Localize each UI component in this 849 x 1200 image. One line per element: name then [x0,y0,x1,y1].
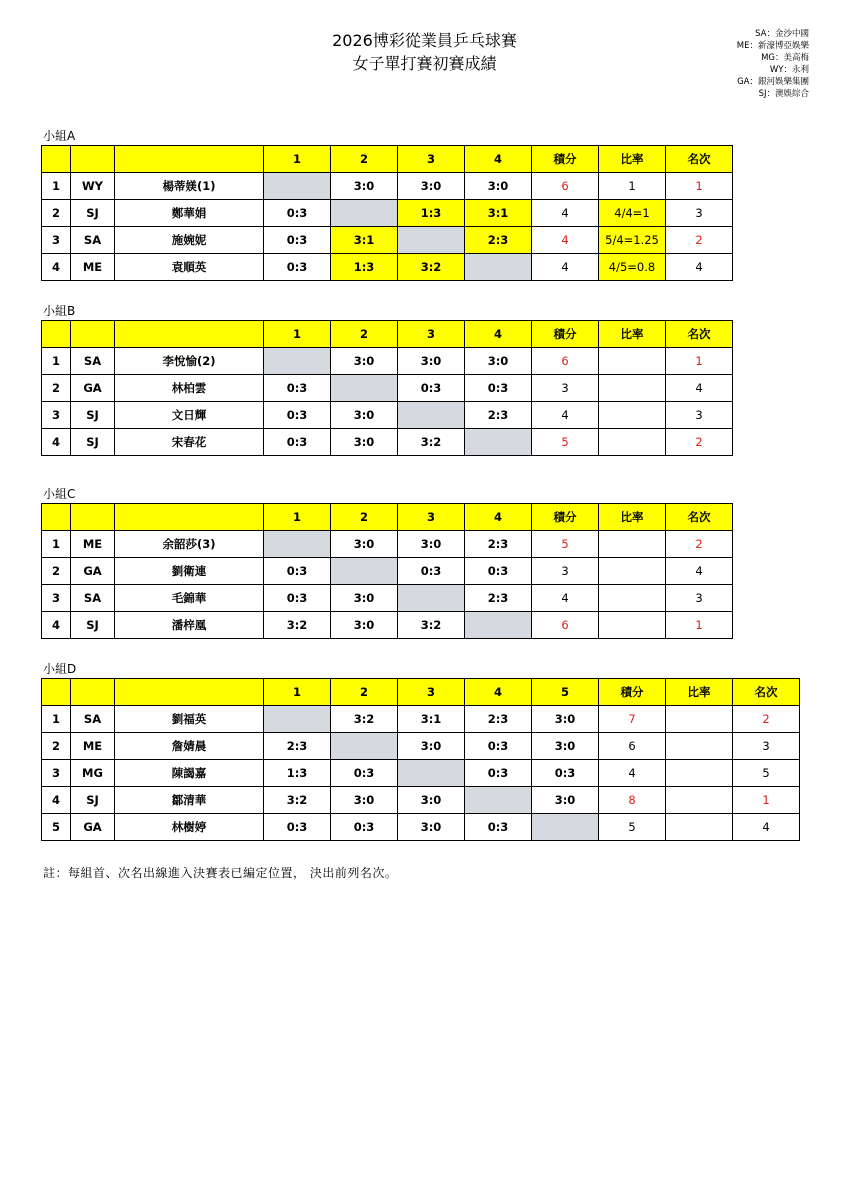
group-table [41,678,800,841]
ratio-cell [666,706,733,733]
rank-cell: 1 [666,173,733,200]
group-table [41,320,733,456]
group-label: 小組A [43,129,76,143]
company-code: SJ [71,787,115,814]
player-name: 林樹婷 [115,814,264,841]
header-blank-cell [71,679,115,706]
match-score: 0:3 [331,760,398,787]
player-name: 楊蒂媄(1) [115,173,264,200]
column-header: 3 [398,504,465,531]
ratio-cell [599,375,666,402]
group-label: 小組C [43,487,76,501]
match-score [331,200,398,227]
match-score: 3:0 [331,429,398,456]
row-number: 2 [42,558,71,585]
match-score: 0:3 [264,254,331,281]
ratio-cell [599,531,666,558]
match-score: 2:3 [465,402,532,429]
player-name: 李悅愉(2) [115,348,264,375]
row-number: 3 [42,402,71,429]
table-row [42,612,733,639]
company-code: ME [71,531,115,558]
column-header: 1 [264,504,331,531]
column-header: 1 [264,146,331,173]
rank-cell: 2 [666,227,733,254]
group-table [41,145,733,281]
points-cell: 7 [599,706,666,733]
header-blank-cell [71,321,115,348]
player-name: 毛錦華 [115,585,264,612]
match-score [465,429,532,456]
header-row [42,146,733,173]
match-score: 3:1 [398,706,465,733]
rank-cell: 1 [733,787,800,814]
row-number: 5 [42,814,71,841]
table-row [42,402,733,429]
rank-cell: 4 [666,375,733,402]
match-score [465,612,532,639]
header-blank-cell [71,504,115,531]
match-score [465,254,532,281]
table-row [42,173,733,200]
match-score: 1:3 [398,200,465,227]
ratio-cell [599,348,666,375]
match-score: 2:3 [264,733,331,760]
column-header: 名次 [666,321,733,348]
points-cell: 4 [532,585,599,612]
column-header: 2 [331,146,398,173]
column-header: 2 [331,504,398,531]
player-name: 鄒清華 [115,787,264,814]
ratio-cell [666,814,733,841]
row-number: 4 [42,612,71,639]
ratio-cell: 5/4=1.25 [599,227,666,254]
column-header: 2 [331,679,398,706]
match-score: 3:0 [532,787,599,814]
column-header: 比率 [666,679,733,706]
table-row [42,585,733,612]
column-header: 比率 [599,504,666,531]
rank-cell: 2 [666,429,733,456]
company-code: ME [71,254,115,281]
match-score: 3:0 [398,173,465,200]
column-header: 3 [398,146,465,173]
header-blank-cell [71,146,115,173]
match-score: 3:0 [465,173,532,200]
column-header: 比率 [599,146,666,173]
company-code: GA [71,558,115,585]
points-cell: 8 [599,787,666,814]
company-code: SJ [71,402,115,429]
match-score: 3:2 [264,787,331,814]
page-title: 2026博彩從業員乒乓球賽 [332,31,517,50]
match-score: 3:0 [331,348,398,375]
row-number: 3 [42,585,71,612]
header-row [42,504,733,531]
points-cell: 6 [532,173,599,200]
header-blank-cell [42,679,71,706]
row-number: 1 [42,348,71,375]
rank-cell: 4 [666,558,733,585]
match-score: 0:3 [465,375,532,402]
match-score [532,814,599,841]
header-blank-cell [115,321,264,348]
table-row [42,348,733,375]
match-score [264,348,331,375]
match-score: 0:3 [264,585,331,612]
column-header: 2 [331,321,398,348]
table-row [42,760,800,787]
player-name: 林柏雲 [115,375,264,402]
match-score [398,402,465,429]
company-code: SA [71,227,115,254]
ratio-cell [599,402,666,429]
match-score: 0:3 [465,558,532,585]
company-code: GA [71,814,115,841]
legend-item: MG：美高梅 [761,53,809,63]
match-score: 0:3 [398,558,465,585]
header-row [42,679,800,706]
match-score: 2:3 [465,531,532,558]
match-score: 0:3 [264,375,331,402]
match-score: 3:0 [398,733,465,760]
match-score: 0:3 [465,760,532,787]
player-name: 鄭華娟 [115,200,264,227]
column-header: 名次 [666,504,733,531]
match-score: 3:0 [398,787,465,814]
row-number: 1 [42,173,71,200]
match-score: 0:3 [264,227,331,254]
table-row [42,706,800,733]
points-cell: 4 [532,254,599,281]
match-score: 3:0 [398,348,465,375]
group-table [41,503,733,639]
player-name: 余韶莎(3) [115,531,264,558]
match-score: 3:0 [331,402,398,429]
company-code: SJ [71,200,115,227]
points-cell: 4 [532,200,599,227]
row-number: 1 [42,706,71,733]
match-score: 3:0 [465,348,532,375]
legend-item: ME：新濠博亞娛樂 [736,41,809,51]
match-score: 0:3 [398,375,465,402]
row-number: 3 [42,760,71,787]
match-score [264,706,331,733]
rank-cell: 3 [733,733,800,760]
row-number: 3 [42,227,71,254]
ratio-cell: 1 [599,173,666,200]
match-score: 3:2 [398,429,465,456]
match-score [465,787,532,814]
column-header: 4 [465,504,532,531]
match-score [264,173,331,200]
company-code: SA [71,348,115,375]
column-header: 積分 [532,321,599,348]
rank-cell: 3 [666,200,733,227]
match-score: 3:0 [398,531,465,558]
rank-cell: 5 [733,760,800,787]
match-score: 0:3 [331,814,398,841]
ratio-cell: 4/4=1 [599,200,666,227]
player-name: 宋春花 [115,429,264,456]
match-score: 0:3 [264,402,331,429]
table-row [42,733,800,760]
row-number: 1 [42,531,71,558]
points-cell: 4 [532,402,599,429]
match-score [331,733,398,760]
points-cell: 5 [532,429,599,456]
match-score: 3:0 [331,787,398,814]
player-name: 詹婧晨 [115,733,264,760]
match-score: 3:0 [331,173,398,200]
match-score: 3:1 [331,227,398,254]
match-score: 2:3 [465,227,532,254]
points-cell: 3 [532,558,599,585]
match-score [331,558,398,585]
legend-item: SA：金沙中國 [755,29,809,39]
match-score: 1:3 [264,760,331,787]
match-score: 3:2 [398,254,465,281]
row-number: 2 [42,200,71,227]
ratio-cell [599,585,666,612]
company-code: GA [71,375,115,402]
row-number: 4 [42,787,71,814]
company-code: SJ [71,429,115,456]
company-code: WY [71,173,115,200]
ratio-cell: 4/5=0.8 [599,254,666,281]
row-number: 4 [42,254,71,281]
match-score: 3:0 [331,531,398,558]
match-score: 3:2 [264,612,331,639]
match-score: 1:3 [331,254,398,281]
match-score [398,585,465,612]
ratio-cell [599,558,666,585]
column-header: 積分 [599,679,666,706]
table-row [42,227,733,254]
match-score: 0:3 [264,814,331,841]
points-cell: 6 [532,612,599,639]
table-row [42,375,733,402]
match-score [398,760,465,787]
header-blank-cell [42,321,71,348]
player-name: 劉福英 [115,706,264,733]
row-number: 2 [42,375,71,402]
company-legend [737,28,809,100]
company-code: ME [71,733,115,760]
points-cell: 3 [532,375,599,402]
column-header: 積分 [532,146,599,173]
legend-item: SJ：澳娛綜合 [758,89,809,99]
header-row [42,321,733,348]
column-header: 名次 [733,679,800,706]
match-score: 0:3 [264,558,331,585]
match-score: 2:3 [465,706,532,733]
row-number: 2 [42,733,71,760]
match-score: 3:2 [398,612,465,639]
player-name: 文日輝 [115,402,264,429]
rank-cell: 2 [666,531,733,558]
legend-item: WY：永利 [769,65,809,75]
match-score [331,375,398,402]
column-header: 比率 [599,321,666,348]
match-score [398,227,465,254]
match-score: 0:3 [532,760,599,787]
player-name: 陳謁嘉 [115,760,264,787]
column-header: 積分 [532,504,599,531]
match-score: 0:3 [264,200,331,227]
header-blank-cell [115,679,264,706]
table-row [42,531,733,558]
header-blank-cell [42,504,71,531]
ratio-cell [599,612,666,639]
company-code: SA [71,706,115,733]
ratio-cell [666,787,733,814]
table-row [42,814,800,841]
match-score: 0:3 [264,429,331,456]
footnote: 註：每組首、次名出線進入決賽表已編定位置， 決出前列名次。 [43,866,398,880]
column-header: 4 [465,321,532,348]
player-name: 潘梓凰 [115,612,264,639]
rank-cell: 2 [733,706,800,733]
column-header: 1 [264,679,331,706]
player-name: 劉衛連 [115,558,264,585]
points-cell: 6 [599,733,666,760]
company-code: SA [71,585,115,612]
company-code: MG [71,760,115,787]
column-header: 4 [465,679,532,706]
rank-cell: 1 [666,348,733,375]
header-blank-cell [115,504,264,531]
points-cell: 4 [532,227,599,254]
match-score: 0:3 [465,733,532,760]
page-subtitle: 女子單打賽初賽成績 [352,54,497,73]
table-row [42,787,800,814]
points-cell: 4 [599,760,666,787]
points-cell: 5 [599,814,666,841]
ratio-cell [599,429,666,456]
column-header: 1 [264,321,331,348]
points-cell: 5 [532,531,599,558]
match-score: 3:0 [398,814,465,841]
match-score: 3:0 [532,733,599,760]
match-score: 0:3 [465,814,532,841]
match-score: 3:0 [331,585,398,612]
rank-cell: 4 [733,814,800,841]
header-blank-cell [115,146,264,173]
table-row [42,558,733,585]
match-score: 3:0 [331,612,398,639]
group-label: 小組D [43,662,77,676]
match-score: 3:1 [465,200,532,227]
column-header: 3 [398,321,465,348]
column-header: 3 [398,679,465,706]
company-code: SJ [71,612,115,639]
rank-cell: 1 [666,612,733,639]
ratio-cell [666,733,733,760]
match-score: 3:2 [331,706,398,733]
rank-cell: 3 [666,402,733,429]
match-score: 3:0 [532,706,599,733]
row-number: 4 [42,429,71,456]
match-score [264,531,331,558]
column-header: 名次 [666,146,733,173]
group-label: 小組B [43,304,76,318]
column-header: 5 [532,679,599,706]
rank-cell: 4 [666,254,733,281]
ratio-cell [666,760,733,787]
legend-item: GA：銀河娛樂集團 [737,77,809,87]
points-cell: 6 [532,348,599,375]
table-row [42,254,733,281]
player-name: 袁順英 [115,254,264,281]
table-row [42,429,733,456]
player-name: 施婉妮 [115,227,264,254]
table-row [42,200,733,227]
header-blank-cell [42,146,71,173]
rank-cell: 3 [666,585,733,612]
match-score: 2:3 [465,585,532,612]
column-header: 4 [465,146,532,173]
